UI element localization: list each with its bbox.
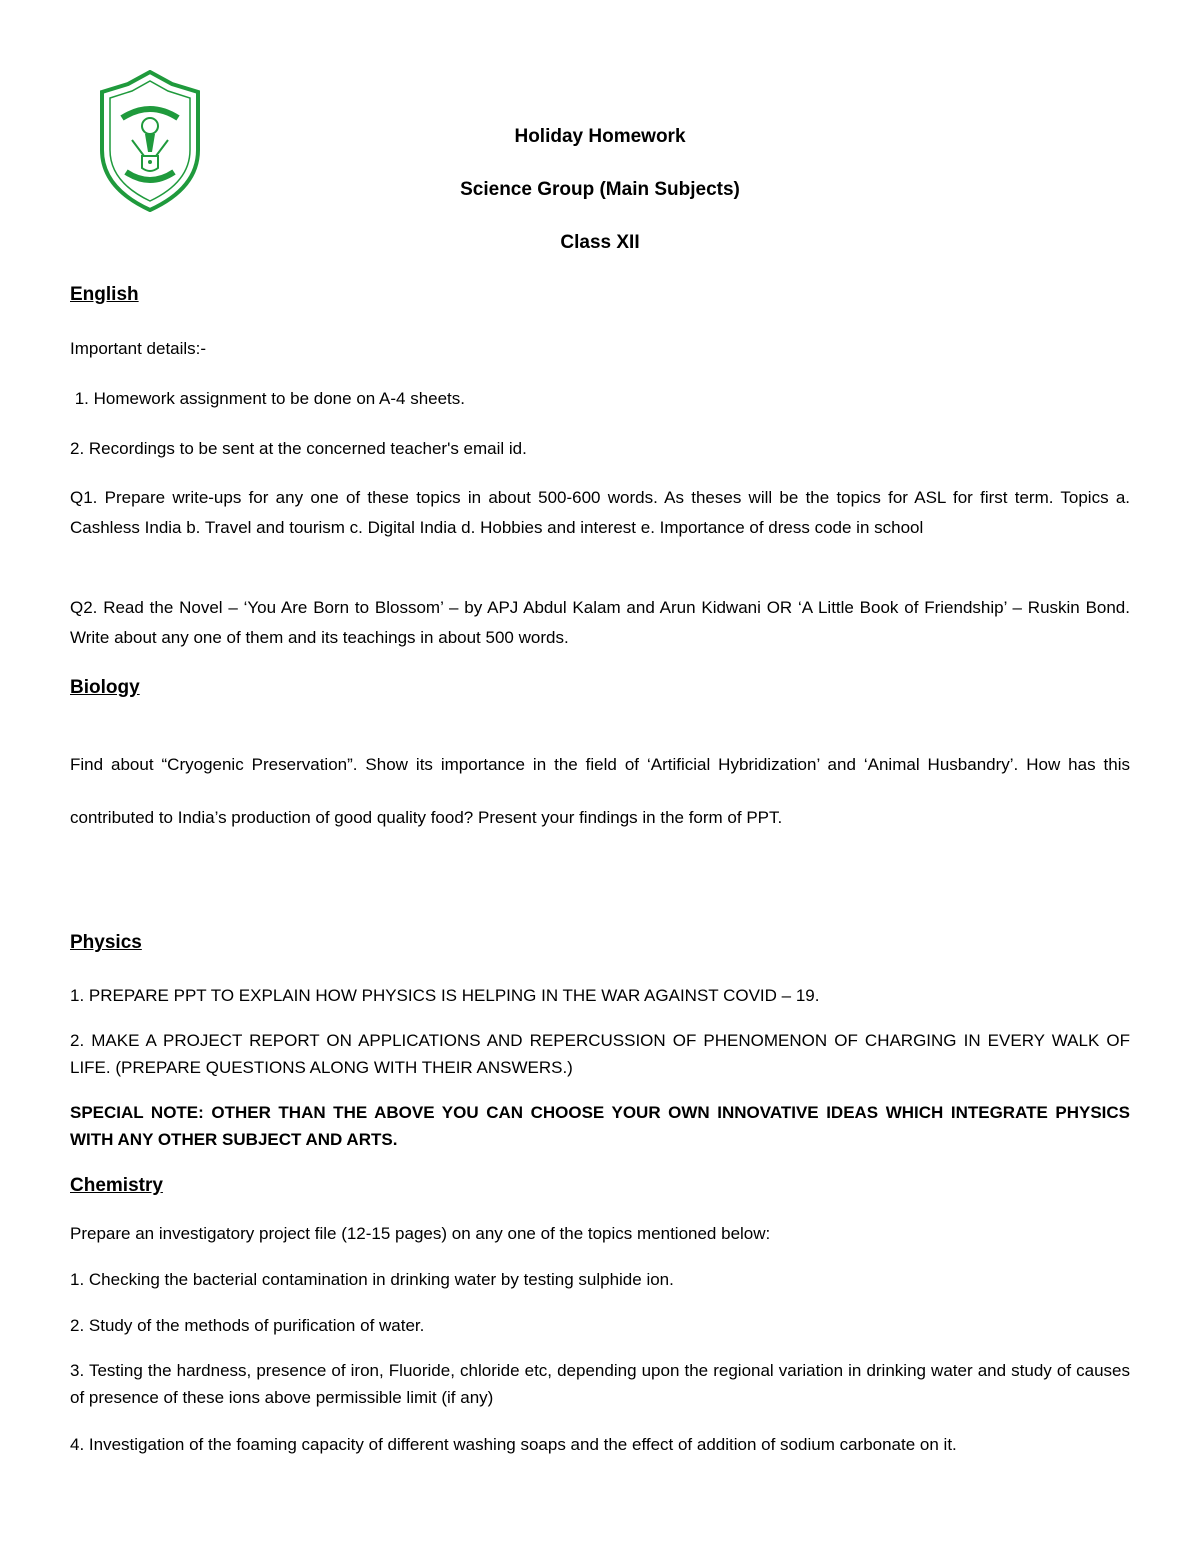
document-class: Class XII — [560, 232, 640, 253]
english-question-2: Q2. Read the Novel – ‘You Are Born to Blossom’ – by APJ Abdul Kalam and Arun Kidwani OR ‘A Little Book of Friendship’ – Ruskin Bond. Write about any one of them and its teachings in about 500 words. — [70, 598, 1130, 647]
physics-point-1: 1. PREPARE PPT TO EXPLAIN HOW PHYSICS IS HELPING IN THE WAR AGAINST COVID – 19. — [70, 986, 820, 1005]
english-heading: English — [70, 284, 139, 305]
biology-heading: Biology — [70, 677, 140, 698]
chemistry-intro: Prepare an investigatory project file (12-15 pages) on any one of the topics mentioned below: — [70, 1224, 771, 1243]
english-important-details: Important details:- — [70, 339, 207, 358]
biology-text: Find about “Cryogenic Preservation”. Show its importance in the field of ‘Artificial Hybridization’ and ‘Animal Husbandry’. How has this contributed to India’s production of good quality food? Present your findings in the form of PPT. — [70, 755, 1130, 827]
document-group: Science Group (Main Subjects) — [460, 179, 740, 200]
english-point-2: 2. Recordings to be sent at the concerned teacher's email id. — [70, 439, 527, 458]
chemistry-topic-1: 1. Checking the bacterial contamination in drinking water by testing sulphide ion. — [70, 1270, 674, 1289]
chemistry-heading: Chemistry — [70, 1175, 163, 1196]
physics-heading: Physics — [70, 932, 142, 953]
physics-special-note: SPECIAL NOTE: OTHER THAN THE ABOVE YOU CAN CHOOSE YOUR OWN INNOVATIVE IDEAS WHICH INTEGRATE PHYSICS WITH ANY OTHER SUBJECT AND ARTS. — [70, 1103, 1130, 1149]
english-point-1: 1. Homework assignment to be done on A-4 sheets. — [70, 389, 466, 408]
physics-point-2: 2. MAKE A PROJECT REPORT ON APPLICATIONS AND REPERCUSSION OF PHENOMENON OF CHARGING IN EVERY WALK OF LIFE. (PREPARE QUESTIONS ALONG WITH THEIR ANSWERS.) — [70, 1031, 1130, 1077]
chemistry-topic-3: 3. Testing the hardness, presence of iron, Fluoride, chloride etc, depending upon the regional variation in drinking water and study of causes of presence of these ions above permissible limit (if any) — [70, 1361, 1130, 1407]
document-title: Holiday Homework — [514, 126, 686, 147]
chemistry-topic-4: 4. Investigation of the foaming capacity of different washing soaps and the effect of addition of sodium carbonate on it. — [70, 1435, 957, 1454]
english-question-1: Q1. Prepare write-ups for any one of these topics in about 500-600 words. As theses will be the topics for ASL for first term. Topics a. Cashless India b. Travel and tourism c. Digital India d. Hobbies and interest e. Importance of dress code in school — [70, 488, 1130, 537]
chemistry-topic-2: 2. Study of the methods of purification of water. — [70, 1316, 425, 1335]
